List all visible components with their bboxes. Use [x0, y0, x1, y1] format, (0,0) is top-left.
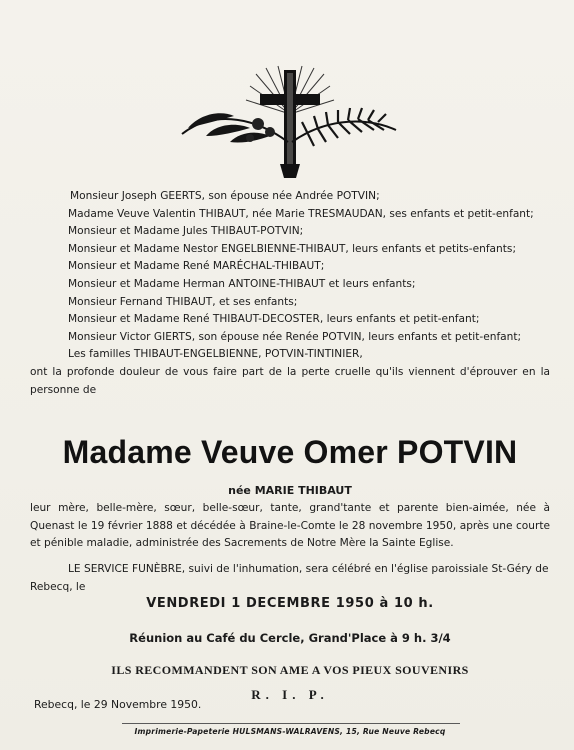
family-list	[30, 188, 550, 399]
maiden-name: née MARIE THIBAUT	[228, 484, 352, 497]
family-line: Les familles THIBAUT-ENGELBIENNE, POTVIN-TINTINIER,	[68, 348, 363, 361]
service-info	[30, 561, 550, 596]
family-line: Madame Veuve Valentin THIBAUT, née Marie TRESMAUDAN, ses enfants et petit-enfant;	[68, 207, 534, 220]
biography	[30, 500, 550, 553]
family-line: Monsieur et Madame René MARÉCHAL-THIBAUT;	[68, 260, 325, 273]
family-line: Monsieur et Madame Herman ANTOINE-THIBAUT et leurs enfants;	[68, 277, 416, 290]
family-line: Monsieur et Madame Nestor ENGELBIENNE-THIBAUT, leurs enfants et petits-enfants;	[68, 242, 517, 255]
deceased-name: Madame Veuve Omer POTVIN	[62, 434, 518, 470]
recommendation: ILS RECOMMANDENT SON AME A VOS PIEUX SOUVENIRS	[111, 663, 469, 677]
family-line: Monsieur Joseph GEERTS, son épouse née Andrée POTVIN;	[70, 190, 380, 202]
family-line: Monsieur et Madame René THIBAUT-DECOSTER, leurs enfants et petit-enfant;	[68, 313, 480, 326]
reunion-info: Réunion au Café du Cercle, Grand'Place à 9 h. 3/4	[129, 631, 451, 645]
rip-text: R. I. P.	[251, 687, 329, 702]
place-and-date: Rebecq, le 29 Novembre 1950.	[34, 698, 202, 711]
divider	[122, 723, 460, 724]
family-line: Monsieur Fernand THIBAUT, et ses enfants;	[68, 295, 298, 308]
family-line: Monsieur Victor GIERTS, son épouse née Renée POTVIN, leurs enfants et petit-enfant;	[68, 330, 522, 343]
family-line: Monsieur et Madame Jules THIBAUT-POTVIN;	[68, 225, 304, 238]
biography-text: leur mère, belle-mère, sœur, belle-sœur, tante, grand'tante et parente bien-aimée, née à Quenast le 19 février 1888 et décédée à Braine-le-Comte le 28 novembre 1950, après une courte et pénible maladie, administrée des Sacrements de Notre Mère la Sainte Eglise.	[30, 502, 550, 550]
printer-credit: Imprimerie-Papeterie HULSMANS-WALRAVENS, 15, Rue Neuve Rebecq	[134, 727, 446, 736]
cross-with-palm-branches-icon	[180, 64, 400, 182]
intro-text: ont la profonde douleur de vous faire part de la perte cruelle qu'ils viennent d'éprouver en la personne de	[30, 365, 550, 396]
service-text: LE SERVICE FUNÈBRE, suivi de l'inhumation, sera célébré en l'église paroissiale St-Géry de Rebecq, le	[30, 563, 549, 593]
service-date: VENDREDI 1 DECEMBRE 1950 à 10 h.	[146, 596, 434, 611]
